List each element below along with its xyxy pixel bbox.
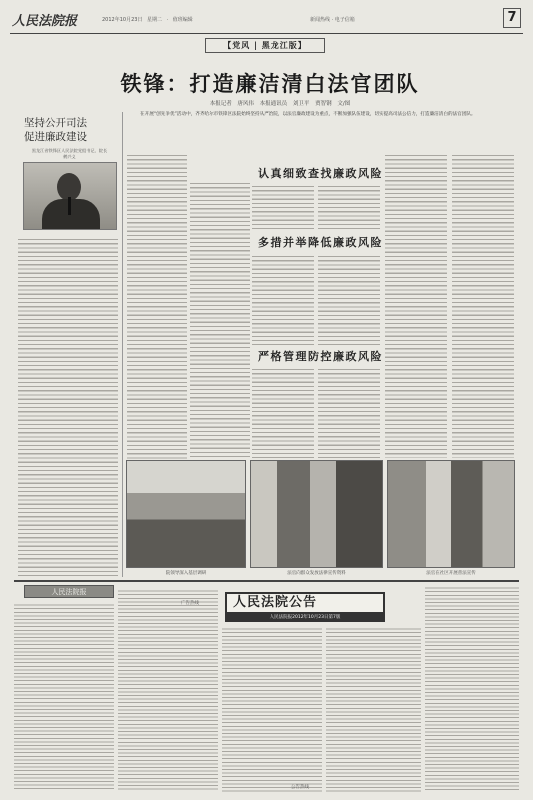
sidebar-heading-line2: 促进廉政建设 bbox=[24, 131, 87, 143]
classifieds-column-1 bbox=[14, 602, 114, 792]
subhead-3: 严格管理防控廉政风险 bbox=[258, 350, 383, 363]
section-separator bbox=[14, 580, 519, 582]
author-caption bbox=[22, 148, 117, 160]
photo-3 bbox=[387, 460, 515, 568]
date-line: 2012年10月23日 星期二 · 值班编辑 bbox=[102, 17, 193, 23]
photo-1 bbox=[126, 460, 246, 568]
notice-column-2 bbox=[326, 626, 421, 792]
photo-3-caption: 法官在社区开展普法宣传 bbox=[426, 571, 476, 576]
photo-2-caption: 法官向群众发放法律宣传资料 bbox=[287, 571, 346, 576]
notice-column-1 bbox=[222, 626, 322, 792]
article-column-1 bbox=[127, 152, 187, 459]
photo-figure-body bbox=[42, 199, 100, 230]
notice-tag-1: 广告热线 bbox=[181, 601, 199, 606]
column-divider bbox=[122, 112, 123, 577]
lower-left-banner: 人民法院报 bbox=[24, 585, 114, 598]
court-notice-subtitle: 人民法院报2012年10月23日第7版 bbox=[225, 614, 385, 622]
article-column-5 bbox=[252, 253, 314, 345]
sidebar-heading bbox=[24, 116, 114, 144]
masthead bbox=[10, 6, 523, 34]
notice-tag-2: 公告热线 bbox=[291, 785, 309, 790]
classifieds-column-2 bbox=[118, 588, 218, 792]
byline: 本报记者 唐风伟 本报通讯员 刘卫平 贾智钢 文/图 bbox=[209, 101, 351, 107]
subhead-2: 多措并举降低廉政风险 bbox=[258, 236, 383, 249]
paper-name: 人民法院报 bbox=[12, 14, 78, 29]
notice-column-3 bbox=[425, 585, 519, 792]
article-column-10 bbox=[452, 152, 514, 458]
court-notice-title: 人民法院公告 bbox=[225, 592, 385, 614]
photo-1-caption: 院领导深入基层调研 bbox=[165, 571, 207, 576]
microphone-icon bbox=[68, 197, 71, 215]
article-column-8 bbox=[318, 366, 380, 458]
author-name: 鹤兴义 bbox=[63, 154, 76, 159]
article-column-2 bbox=[190, 180, 250, 460]
article-column-7 bbox=[252, 366, 314, 458]
intro-paragraph: 在开展“创先争优”活动中，齐齐哈尔市铁锋区法院始终坚持从严治院，以法官廉政建设为重点，不断加强队伍建设，切实提高司法公信力，打造廉洁清白的法官团队。 bbox=[140, 112, 476, 117]
headline: 铁锋：打造廉洁清白法官团队 bbox=[120, 71, 420, 96]
article-column-6 bbox=[318, 253, 380, 345]
sidebar-heading-line1: 坚持公开司法 bbox=[24, 117, 87, 129]
article-column-9 bbox=[385, 152, 447, 458]
subhead-1: 认真细致查找廉政风险 bbox=[258, 167, 383, 180]
page-number: 7 bbox=[503, 8, 521, 28]
photo-2 bbox=[250, 460, 383, 568]
section-banner: 【党风 | 黑龙江版】 bbox=[205, 38, 325, 53]
author-photo bbox=[23, 162, 117, 230]
article-column-3 bbox=[252, 183, 314, 231]
sidebar-article-text bbox=[18, 236, 118, 578]
masthead-right-info: 新闻热线 · 电子信箱 bbox=[310, 17, 355, 23]
author-title: 黑龙江省铁锋区人民法院党组书记、院长 bbox=[31, 148, 108, 153]
article-column-4 bbox=[318, 183, 380, 231]
